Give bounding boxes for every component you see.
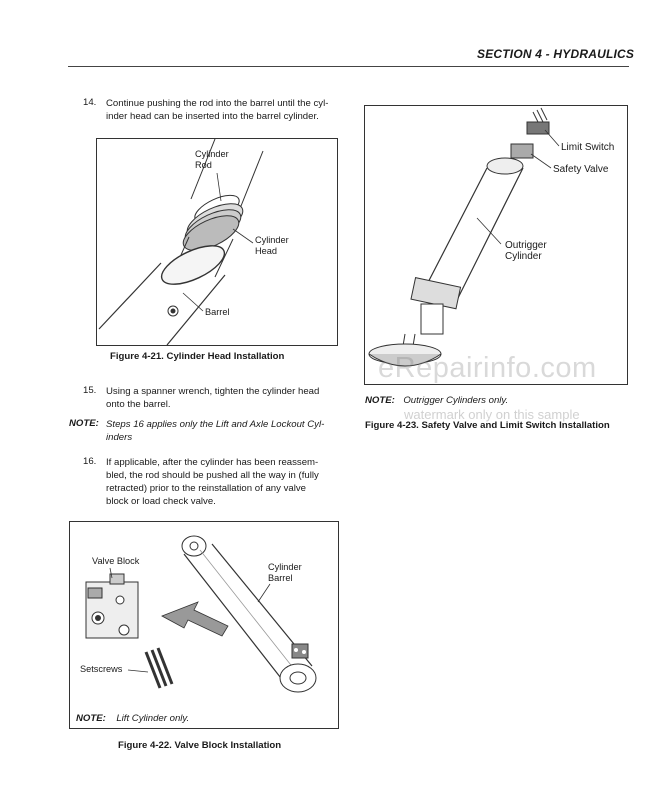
step-14-line1: Continue pushing the rod into the barrel until the cyl-	[106, 98, 329, 109]
label-valve-block: Valve Block	[92, 556, 140, 566]
figure-4-22-frame	[69, 521, 339, 729]
label-outrigger-cylinder-line1: Outrigger	[505, 240, 547, 251]
step-15-number: 15.	[83, 385, 97, 396]
figure-4-21-caption: Figure 4-21. Cylinder Head Installation	[110, 351, 285, 362]
section-header: SECTION 4 - HYDRAULICS	[477, 47, 635, 61]
figure-4-23-note-label: NOTE:	[365, 395, 395, 406]
step-16-line2: bled, the rod should be pushed all the way in (fully	[106, 470, 319, 481]
label-cylinder-rod	[195, 149, 229, 171]
label-barrel: Barrel	[205, 307, 230, 317]
label-cylinder-barrel	[268, 562, 302, 584]
step-15-line2: onto the barrel.	[106, 399, 171, 410]
figure-4-21-frame	[96, 138, 338, 346]
label-outrigger-cylinder-line2: Cylinder	[505, 251, 542, 262]
step-15-line1: Using a spanner wrench, tighten the cylinder head	[106, 386, 320, 397]
watermark-main: eRepairinfo.com	[378, 352, 597, 384]
figure-4-23-caption: Figure 4-23. Safety Valve and Limit Switch Installation	[365, 420, 610, 431]
label-cylinder-barrel-line1: Cylinder	[268, 562, 302, 572]
watermark-sub: watermark only on this sample	[404, 407, 580, 422]
step-14-text	[106, 97, 338, 123]
label-cylinder-rod-line2: Rod	[195, 160, 212, 170]
label-cylinder-barrel-line2: Barrel	[268, 573, 293, 583]
label-setscrews: Setscrews	[80, 664, 123, 674]
step-16-line3: retracted) prior to the reinstallation of any valve	[106, 483, 306, 494]
label-cylinder-head-line2: Head	[255, 246, 277, 256]
label-outrigger-cylinder	[505, 240, 547, 262]
step-15-text	[106, 385, 338, 411]
figure-4-23-note-text: Outrigger Cylinders only.	[403, 395, 509, 406]
note-16-text	[106, 418, 338, 444]
label-limit-switch: Limit Switch	[561, 142, 615, 153]
step-14-number: 14.	[83, 97, 97, 108]
note-16-line2: inders	[106, 432, 133, 443]
note-16-label: NOTE:	[69, 418, 99, 429]
figure-4-22-note-text: Lift Cylinder only.	[116, 713, 190, 724]
step-16-number: 16.	[83, 456, 97, 467]
label-cylinder-head	[255, 235, 289, 257]
step-16-line1: If applicable, after the cylinder has been reassem-	[106, 457, 319, 468]
header-rule	[68, 66, 629, 67]
step-16-text	[106, 456, 338, 508]
figure-4-22-note	[76, 708, 189, 726]
note-16-line1: Steps 16 applies only the Lift and Axle Lockout Cyl-	[106, 419, 325, 430]
figure-4-22-note-label: NOTE:	[76, 713, 106, 724]
valve-block-illustration	[70, 522, 340, 730]
label-safety-valve: Safety Valve	[553, 164, 609, 175]
step-16-line4: block or load check valve.	[106, 496, 216, 507]
label-cylinder-rod-line1: Cylinder	[195, 149, 229, 159]
figure-4-23-note	[365, 390, 508, 408]
label-cylinder-head-line1: Cylinder	[255, 235, 289, 245]
figure-4-22-caption: Figure 4-22. Valve Block Installation	[118, 740, 282, 751]
step-14-line2: inder head can be inserted into the barrel cylinder.	[106, 111, 319, 122]
figure-4-23-frame	[364, 105, 628, 385]
